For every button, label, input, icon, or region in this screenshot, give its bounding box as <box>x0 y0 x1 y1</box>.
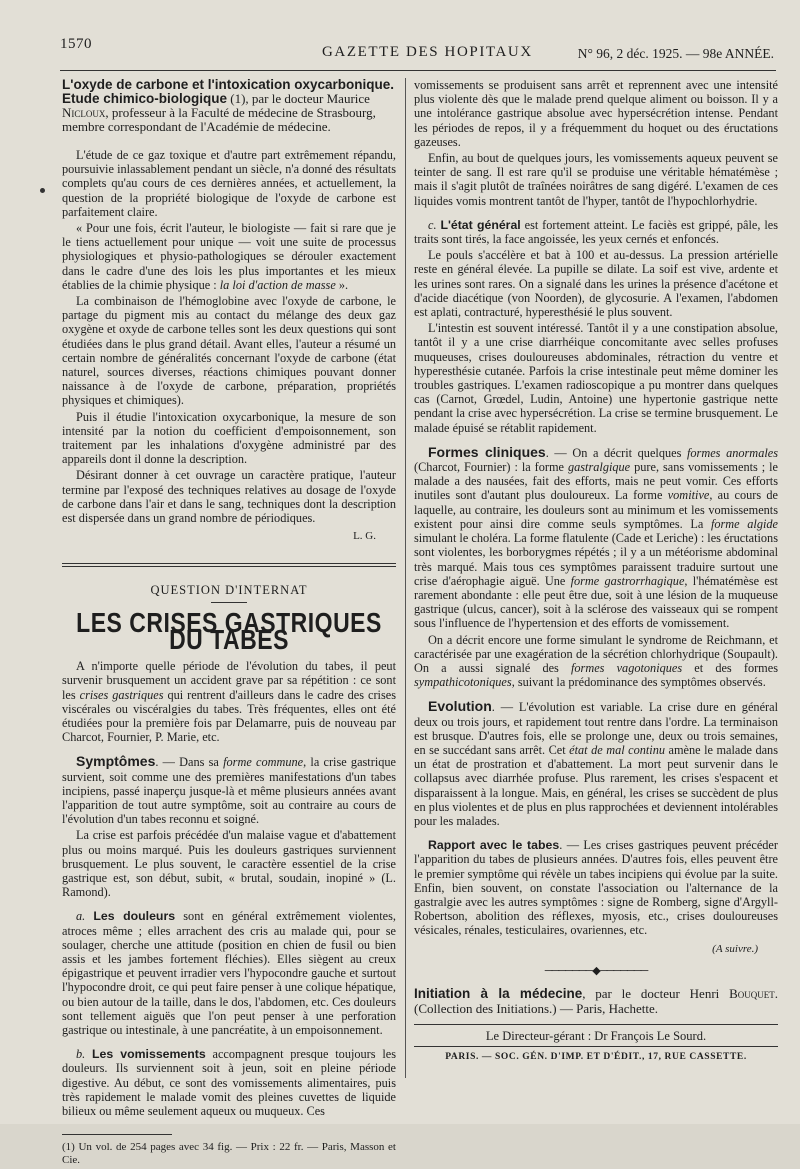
article-paragraph: Symptômes. — Dans sa forme commune, la crise gastrique survient, soit comme une des premières manifestations d'un tabes incipiens, passé inaperçu jusque-là et même plusieurs années avant l'apparition de tout autre symptôme, soit au contraire au cours de l'évolution d'un tabes reconnu et soigné. <box>62 753 396 827</box>
article-paragraph: a. Les douleurs sont en général extrêmement violentes, atroces même ; elles arrachent des cris au malade qui, pour se soulager, cherche une attitude (position en chien de fusil ou bien assis et les jambes fortement fléchies). Elles siègent au creux épigastrique et peuvent irradier vers l'hypocondre gauche et surtout l'hypocondre droit, ce qui peut faire penser à une colique hépatique, ou bien autour de la taille, dans le dos, l'abdomen, etc. Ces douleurs sont tellement aiguës que l'on peut penser à une perforation gastrique ou intestinale, à une pancréatite, à un empoisonnement. <box>62 909 396 1037</box>
right-column <box>414 78 778 1064</box>
article-paragraph: Rapport avec le tabes. — Les crises gastriques peuvent précéder l'apparition du tabes de plusieurs années. D'autres fois, elles peuvent être le premier symptôme qui révèle un tabes incipiens qui évolue par la suite. Enfin, bien souvent, on constate l'association ou l'alternance de la gastralgie avec les autres symptômes : signe de Romberg, signe d'Argyll-Robertson, abolition des réflexes, myosis, etc., crises douloureuses vésicales, rénales, testiculaires, ovariennes, etc. <box>414 838 778 938</box>
to-be-continued: (A suivre.) <box>712 942 758 955</box>
printer-line: PARIS. — SOC. GÉN. D'IMP. ET D'ÉDIT., 17, RUE CASSETTE. <box>414 1046 778 1064</box>
footnote: (1) Un vol. de 254 pages avec 34 fig. — Prix : 22 fr. — Paris, Masson et Cie. <box>62 1141 396 1167</box>
article-paragraph: c. L'état général est fortement atteint. Le faciès est grippé, pâle, les traits sont tirés, la face angoissée, les yeux cernés et enfoncés. <box>414 217 779 247</box>
book-notice-title: Initiation à la médecine <box>414 985 583 1001</box>
review-paragraph: Puis il étudie l'intoxication oxycarbonique, la mesure de son intensité par la notion du coefficient d'empoisonnement, son traitement par les inhalations d'oxygène administré par des appareils dont il donne la description. <box>62 409 396 467</box>
ornament-divider: ───────◆─────── <box>544 964 648 977</box>
article-title: LES CRISES GASTRIQUES DU TABES <box>76 606 382 655</box>
book-notice: Initiation à la médecine, par le docteur Henri Bouquet. (Collection des Initiations.) — Paris, Hachette. <box>414 985 778 1016</box>
article-paragraph: Enfin, au bout de quelques jours, les vomissements aqueux peuvent se teinter de sang. Il est rare qu'il se produise une véritable hématémèse ; mais il s'agit plutôt de traînées noirâtres de sang digéré. L'examen de ces liquides vomis montrent tantôt de l'hyper, tantôt de l'hypochlorhydrie. <box>414 151 778 208</box>
article-paragraph: La crise est parfois précédée d'un malaise vague et d'abattement plus ou moins marqué. Puis les douleurs gastriques surviennent brusquement. Le plus souvent, le caractère essentiel de la crise gastrique est, son début, subit, « brutal, soudain, inopiné » (L. Ramond). <box>62 828 396 900</box>
journal-title: GAZETTE DES HOPITAUX <box>322 44 533 60</box>
article-paragraph: On a décrit encore une forme simulant le syndrome de Reichmann, et caractérisée par une exagération de la sécrétion chlorhydrique (Soupault). On a aussi signalé des formes vagotoniques et des formes sympathicotoniques, suivant la prédominance des symptômes observés. <box>414 632 778 690</box>
director-line: Le Directeur-gérant : Dr François Le Sourd. <box>485 1028 707 1043</box>
review-heading: L'oxyde de carbone et l'intoxication oxycarbonique. Etude chimico-biologique (1), par le docteur Maurice Nicloux, professeur à la Faculté de médecine de Strasbourg, membre correspondant de l'Académie de médecine. <box>62 77 394 134</box>
page-number: 1570 <box>60 36 92 52</box>
page-header <box>60 36 774 68</box>
subheading-etat-general: L'état général <box>440 217 521 232</box>
section-rule <box>62 563 396 567</box>
book-notice-author: Bouquet <box>729 985 775 1001</box>
footnote-rule <box>62 1134 172 1135</box>
review-paragraph: « Pour une fois, écrit l'auteur, le biologiste — fait si rare que je le tiens actuellement pour unique — voit une suite de processus physiologiques et physio-pathologiques se dérouler exactement dans le cadre d'une des lois les plus importantes et les mieux établies de la chimie physique : la loi d'action de masse ». <box>62 221 396 292</box>
issue-info: N° 96, 2 déc. 1925. — 98e ANNÉE. <box>577 46 774 61</box>
subheading-douleurs: Les douleurs <box>93 909 176 924</box>
subheading-symptomes: Symptômes <box>76 753 156 770</box>
short-rule <box>211 602 247 603</box>
subheading-rapport: Rapport avec le tabes <box>428 838 560 853</box>
review-author: Nicloux <box>62 105 106 120</box>
article-paragraph: A n'importe quelle période de l'évolution du tabes, il peut survenir brusquement un accident grave par sa répétition : ce sont les crises gastriques qui rentrent d'ailleurs dans le cadre des crises viscérales ou viscéralgies du tabes. Très fréquentes, elles ont été étudiées pour la première fois par Delamarre, puis de nouveau par Charcot, Fournier, P. Marie, etc. <box>62 659 396 745</box>
article-paragraph: L'intestin est souvent intéressé. Tantôt il y a une constipation absolue, tantôt il y a une crise diarrhéique concomitante avec selles profuses muqueuses, crises douloureuses abdominales, rétraction du ventre et hyperesthésie cutanée. Parfois la crise intestinale peut même dominer les troubles gastriques. L'examen radioscopique a pu montrer dans quelques cas (Carnot, Grœdel, Ludin, Antoine) une hypertonie gastrique nette pendant la crise avec hypersécrétion. La crise se termine brusquement. Le malade épuisé se rétablit rapidement. <box>414 321 778 435</box>
column-divider <box>405 78 406 1078</box>
article-paragraph: Formes cliniques. — On a décrit quelques formes anormales (Charcot, Fournier) : la forme gastralgique pure, sans vomissements ; le malade a des nausées, fait des efforts, mais ne peut vomir. Ces efforts inutiles sont d'autant plus douloureux. La forme vomitive, au cours de laquelle, au contraire, les douleurs sont au minimum et les vomissements existent pour ainsi dire comme seuls symptômes. La forme algide simulant le choléra. La forme flatulente (Cade et Leriche) : les éructations sont violentes, les borborygmes répétés ; il y a un météorisme abdominal très marqué. Mais tous ces symptômes paraissent traduire surtout une crise d'aérophagie aiguë. Une forme gastrorrhagique, l'hématémèse est rarement abondante : elle peut être due, soit à une lésion de la muqueuse gastrique (ulcus, cancer), soit à la sclérose des vaisseaux qui se rompent sous l'influence de l'hypertension et des efforts de vomissement. <box>414 443 778 631</box>
header-rule <box>60 70 776 71</box>
article-paragraph: Evolution. — L'évolution est variable. La crise dure en général deux ou trois jours, et rapidement tout rentre dans l'ordre. La terminaison est brusque. D'autres fois, elle se prolonge une, deux ou trois semaines, en se succédant sans arrêt. Cet état de mal continu amène le malade dans un état de prostration et d'abattement. La mort peut survenir dans le collapsus avec diarrhée profuse. Plus rarement, les crises s'espacent et disparaissent à la longue. Mais, en général, les crises se succèdent de plus en plus violentes et de plus en plus rapprochées et deviennent intolérables pour les malades. <box>414 698 778 828</box>
review-signature: L. G. <box>353 530 376 543</box>
left-column <box>62 78 396 1169</box>
article-paragraph: b. Les vomissements accompagnent presque toujours les douleurs. Ils surviennent soit à jeun, soit en pleine période digestive. Au début, ce sont des vomissements alimentaires, puis très rapidement le malade vomit des pleines cuvettes de liquide bilieux ou même seulement aqueux ou muqueux. Ces <box>62 1047 396 1118</box>
review-paragraph: L'étude de ce gaz toxique et d'autre part extrêmement répandu, poursuivie inlassablement pendant un siècle, n'a donné des résultats complets qu'au cours de ces dernières années, et actuellement, la question de la propriété biologique de l'oxyde de carbone est parfaitement claire. <box>62 148 396 219</box>
subheading-formes: Formes cliniques <box>428 443 546 460</box>
review-title: L'oxyde de carbone et l'intoxication oxycarbonique. Etude chimico-biologique <box>62 77 394 106</box>
article-paragraph: vomissements se produisent sans arrêt et reprennent avec une intensité plus violente dès que le malade prend quelque aliment ou boisson. Il y a une intolérance gastrique absolue avec hypersécrétion intense. Pendant les périodes de repos, il y a fréquemment du hoquet ou des éructations gazeuses. <box>414 78 778 149</box>
review-paragraph: La combinaison de l'hémoglobine avec l'oxyde de carbone, le partage du pigment mis au contact du mélange des deux gaz oxygène et oxyde de carbone telles sont les deux questions qui sont étudiées dans le plus grand détail. Avant elles, l'auteur a résumé un certain nombre de généralités concernant l'oxyde de carbone (état naturel, sources diverses, réactions chimiques pouvant donner naissance à de l'oxyde de carbone, préparation, propriétés physiques et chimiques). <box>62 294 396 408</box>
article-paragraph: Le pouls s'accélère et bat à 100 et au-dessus. La pression artérielle reste en général élevée. La pupille se dilate. La soif est vive, ardente et les urines sont rares. On a signalé dans les urines la présence d'acétone et d'acide diacétique (von Noorden), de glycosurie. A l'examen, l'abdomen est aplati, contracturé, hyperesthésié le plus souvent. <box>414 248 778 320</box>
section-label: QUESTION D'INTERNAT <box>150 583 308 598</box>
review-paragraph: Désirant donner à cet ouvrage un caractère pratique, l'auteur termine par l'exposé des techniques relatives au dosage de l'oxyde de carbone dans l'air et dans le sang, techniques dont la description est dispersée dans un grand nombre de périodiques. <box>62 468 396 526</box>
subheading-evolution: Evolution <box>428 698 492 715</box>
margin-mark <box>40 188 45 193</box>
subheading-vomissements: Les vomissements <box>91 1047 206 1062</box>
